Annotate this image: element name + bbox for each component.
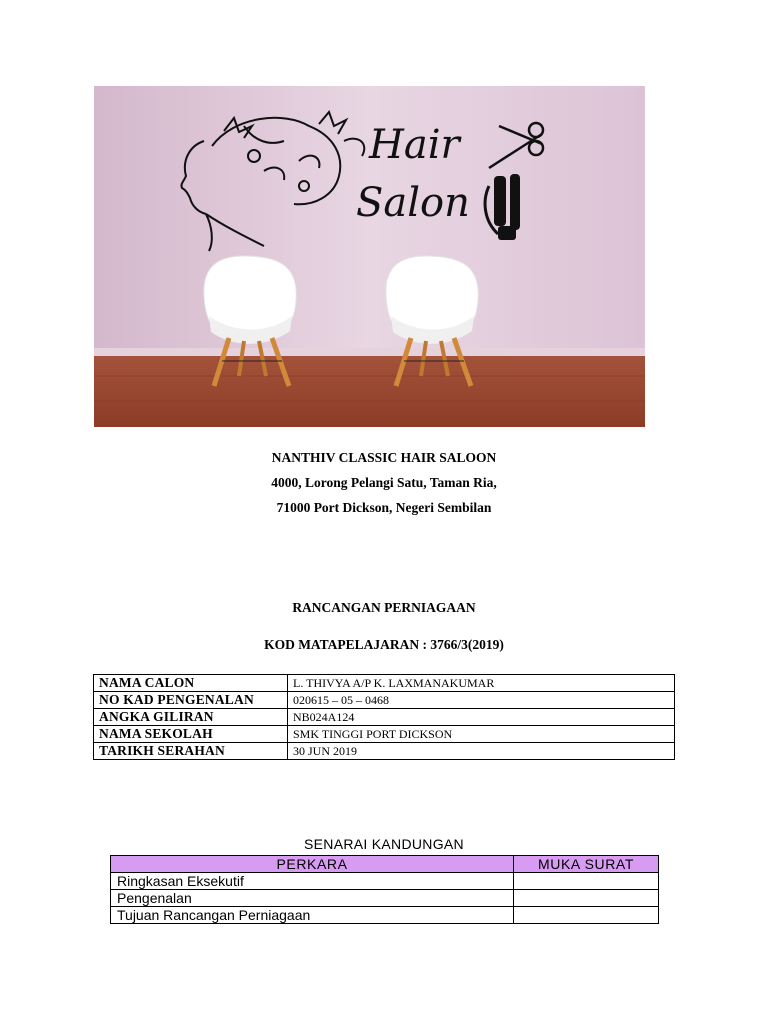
table-row — [111, 890, 659, 907]
toc-header-item: PERKARA — [111, 856, 514, 873]
row-label: NAMA CALON — [94, 675, 288, 692]
row-label: NO KAD PENGENALAN — [94, 692, 288, 709]
table-row — [111, 907, 659, 924]
row-value: L. THIVYA A/P K. LAXMANAKUMAR — [288, 675, 675, 692]
table-of-contents — [110, 855, 659, 924]
table-row — [94, 675, 675, 692]
salon-photo — [94, 86, 645, 427]
toc-page — [514, 890, 659, 907]
row-value: SMK TINGGI PORT DICKSON — [288, 726, 675, 743]
toc-page — [514, 907, 659, 924]
sign-word-hair: Hair — [369, 122, 460, 168]
table-row — [94, 692, 675, 709]
toc-item: Tujuan Rancangan Perniagaan — [111, 907, 514, 924]
table-row — [111, 873, 659, 890]
table-row — [94, 726, 675, 743]
row-label: ANGKA GILIRAN — [94, 709, 288, 726]
toc-item: Ringkasan Eksekutif — [111, 873, 514, 890]
candidate-info-table — [93, 674, 675, 760]
document-title: RANCANGAN PERNIAGAAN — [292, 600, 476, 615]
sign-word-salon: Salon — [356, 180, 470, 226]
subject-code: KOD MATAPELAJARAN : 3766/3(2019) — [264, 637, 504, 652]
toc-item: Pengenalan — [111, 890, 514, 907]
table-row — [94, 743, 675, 760]
toc-page — [514, 873, 659, 890]
address-line-2: 71000 Port Dickson, Negeri Sembilan — [276, 500, 492, 515]
row-value: NB024A124 — [288, 709, 675, 726]
table-row — [94, 709, 675, 726]
salon-illustration — [94, 86, 645, 427]
toc-title: SENARAI KANDUNGAN — [304, 836, 464, 852]
address-line-1: 4000, Lorong Pelangi Satu, Taman Ria, — [271, 475, 497, 490]
row-value: 020615 – 05 – 0468 — [288, 692, 675, 709]
toc-header-row — [111, 856, 659, 873]
row-label: TARIKH SERAHAN — [94, 743, 288, 760]
row-value: 30 JUN 2019 — [288, 743, 675, 760]
business-name: NANTHIV CLASSIC HAIR SALOON — [271, 450, 497, 465]
toc-header-page: MUKA SURAT — [514, 856, 659, 873]
row-label: NAMA SEKOLAH — [94, 726, 288, 743]
